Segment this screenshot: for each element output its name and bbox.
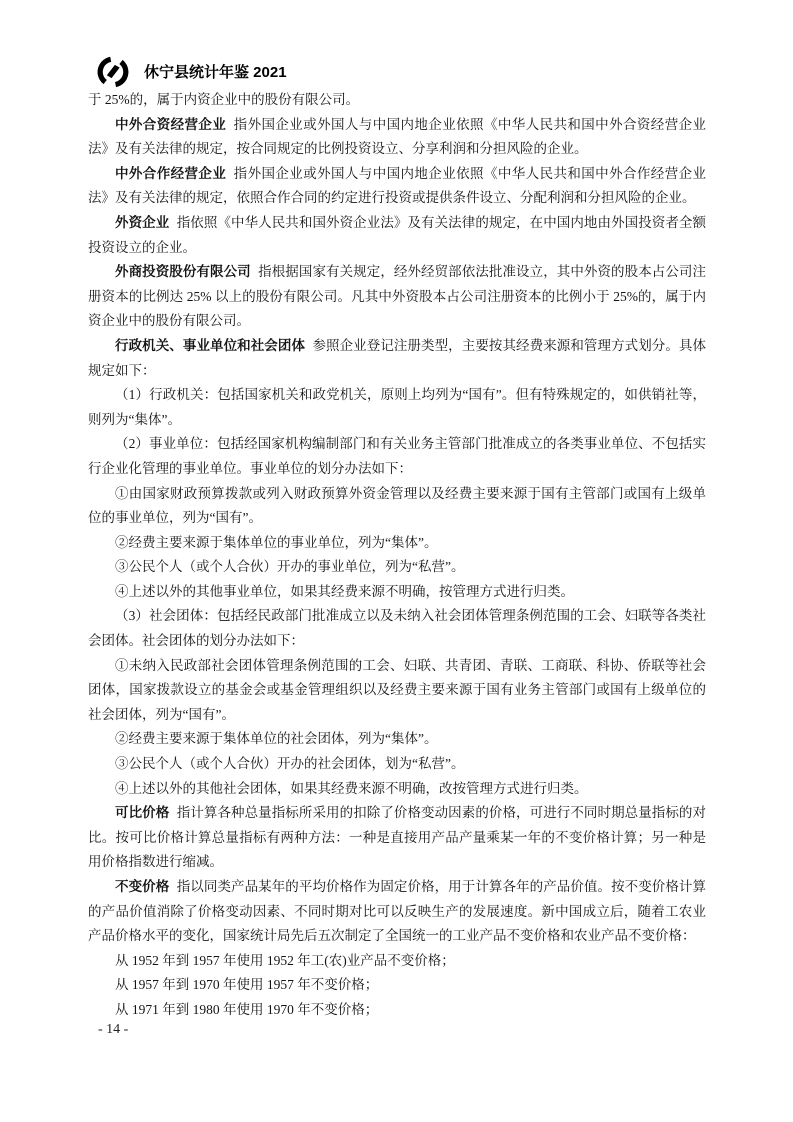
paragraph-text: 从 1971 年到 1980 年使用 1970 年不变价格； [115, 1001, 379, 1017]
paragraph-text: 从 1957 年到 1970 年使用 1957 年不变价格； [115, 977, 379, 993]
paragraph [88, 432, 706, 481]
paragraph-text: ①未纳入民政部社会团体管理条例范围的工会、妇联、共青团、青联、工商联、科协、侨联等社会团体，国家拨款设立的基金会或基金管理组织以及经费主要来源于国有业务主管部门或国有上级单位的社会团体，列为“国有”。 [88, 657, 706, 722]
paragraph-text: ③公民个人（或个人合伙）开办的社会团体，划为“私营”。 [115, 756, 465, 772]
term-label: 行政机关、事业单位和社会团体 [115, 337, 306, 353]
paragraph [88, 88, 706, 113]
document-body [88, 88, 706, 1023]
paragraph-text: 指外国企业或外国人与中国内地企业依照《中华人民共和国中外合作经营企业法》及有关法律的规定，依照合作合同的约定进行投资或提供条件设立、分配利润和分担风险的企业。 [88, 165, 707, 206]
paragraph [88, 875, 706, 949]
term-label: 外商投资股份有限公司 [115, 264, 251, 280]
page-header [93, 52, 287, 90]
paragraph-text: 于 25%的，属于内资企业中的股份有限公司。 [88, 92, 360, 107]
paragraph-text: ④上述以外的其他社会团体，如果其经费来源不明确，改按管理方式进行归类。 [115, 780, 588, 796]
paragraph [88, 777, 706, 802]
paragraph [88, 260, 706, 334]
paragraph-text: ②经费主要来源于集体单位的事业单位，列为“集体”。 [115, 534, 438, 550]
paragraph-text: 指外国企业或外国人与中国内地企业依照《中华人民共和国中外合资经营企业法》及有关法律的规定，按合同规定的比例投资设立、分享利润和分担风险的企业。 [88, 116, 707, 157]
paragraph [88, 580, 706, 605]
paragraph-text: ②经费主要来源于集体单位的社会团体，列为“集体”。 [115, 731, 438, 747]
paragraph-text: 指依照《中华人民共和国外资企业法》及有关法律的规定，在中国内地由外国投资者全额投资设立的企业。 [88, 214, 707, 255]
paragraph [88, 162, 706, 211]
paragraph [88, 654, 706, 728]
paragraph [88, 211, 706, 260]
paragraph-text: ①由国家财政预算拨款或列入财政预算外资金管理以及经费主要来源于国有主管部门或国有上级单位的事业单位，列为“国有”。 [88, 485, 706, 526]
paragraph-text: （2）事业单位：包括经国家机构编制部门和有关业务主管部门批准成立的各类事业单位、不包括实行企业化管理的事业单位。事业单位的划分办法如下： [88, 436, 706, 476]
paragraph [88, 998, 706, 1023]
paragraph [88, 383, 706, 432]
yearbook-logo-icon [93, 52, 133, 90]
paragraph-text: 指计算各种总量指标所采用的扣除了价格变动因素的价格，可进行不同时期总量指标的对比。按可比价格计算总量指标有两种方法：一种是直接用产品产量乘某一年的不变价格计算；另一种是用价格指数进行缩减。 [88, 805, 707, 870]
paragraph [88, 531, 706, 556]
paragraph-text: ④上述以外的其他事业单位，如果其经费来源不明确，按管理方式进行归类。 [115, 583, 574, 599]
term-label: 中外合作经营企业 [115, 165, 227, 181]
term-label: 不变价格 [115, 879, 170, 894]
page-title: 休宁县统计年鉴 2021 [144, 63, 287, 81]
paragraph-text: 指以同类产品某年的平均价格作为固定价格，用于计算各年的产品价值。按不变价格计算的产品价值消除了价格变动因素、不同时期对比可以反映生产的发展速度。新中国成立后，随着工农业产品价格水平的变化，国家统计局先后五次制定了全国统一的工业产品不变价格和农业产品不变价格： [88, 879, 707, 944]
paragraph [88, 752, 706, 777]
paragraph-text: （1）行政机关：包括国家机关和政党机关，原则上均列为“国有”。但有特殊规定的，如供销社等，则列为“集体”。 [88, 387, 706, 427]
term-label: 可比价格 [115, 805, 170, 821]
paragraph [88, 113, 706, 162]
paragraph-text: 参照企业登记注册类型，主要按其经费来源和管理方式划分。具体规定如下： [88, 337, 707, 378]
paragraph [88, 604, 706, 653]
paragraph-text: 从 1952 年到 1957 年使用 1952 年工(农)业产品不变价格； [115, 952, 455, 968]
paragraph [88, 727, 706, 752]
paragraph [88, 334, 706, 383]
paragraph [88, 973, 706, 998]
paragraph [88, 555, 706, 580]
paragraph [88, 482, 706, 531]
term-label: 中外合资经营企业 [115, 116, 227, 132]
page-number: - 14 - [98, 1022, 129, 1037]
paragraph-text: （3）社会团体：包括经民政部门批准成立以及未纳入社会团体管理条例范围的工会、妇联等各类社会团体。社会团体的划分办法如下： [88, 608, 706, 649]
paragraph [88, 949, 706, 974]
paragraph-text: ③公民个人（或个人合伙）开办的事业单位，列为“私营”。 [115, 559, 465, 575]
term-label: 外资企业 [115, 214, 170, 230]
paragraph [88, 801, 706, 875]
paragraph-text: 指根据国家有关规定，经外经贸部依法批准设立，其中外资的股本占公司注册资本的比例达 25% 以上的股份有限公司。凡其中外资股本占公司注册资本的比例小于 25%的，属于内资企业中的股份有限公司。 [88, 264, 707, 329]
